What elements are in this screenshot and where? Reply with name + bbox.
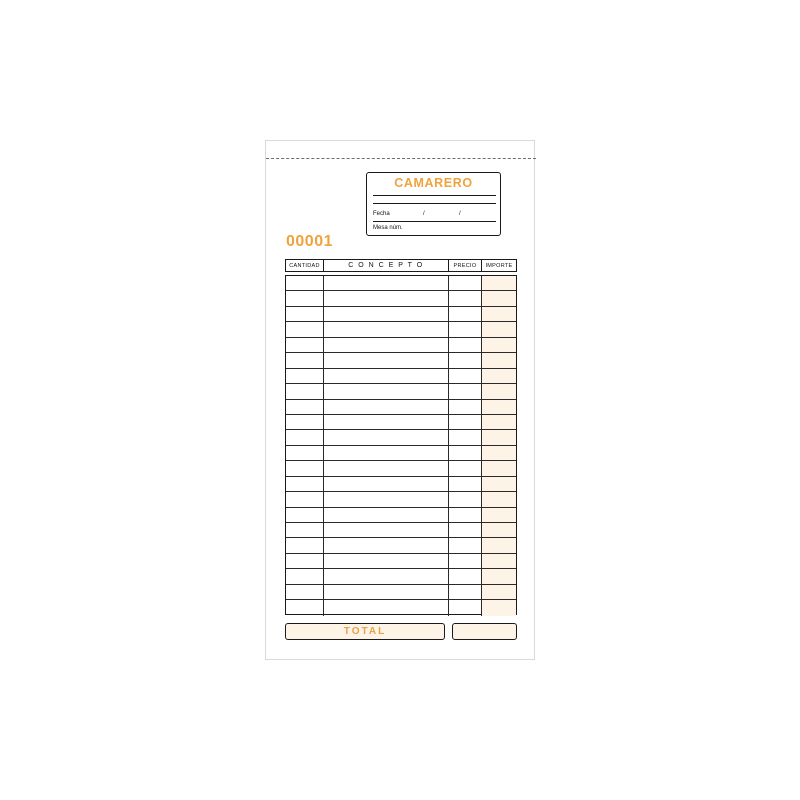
table-cell-precio bbox=[449, 338, 482, 352]
table-cell-cantidad bbox=[286, 554, 324, 568]
table-cell-concepto bbox=[324, 400, 449, 414]
table-cell-importe bbox=[482, 400, 516, 414]
table-cell-concepto bbox=[324, 322, 449, 336]
table-cell-cantidad bbox=[286, 322, 324, 336]
table-cell-precio bbox=[449, 446, 482, 460]
table-row bbox=[286, 523, 516, 538]
table-cell-cantidad bbox=[286, 523, 324, 537]
table-cell-precio bbox=[449, 291, 482, 305]
table-cell-concepto bbox=[324, 369, 449, 383]
table-cell-cantidad bbox=[286, 400, 324, 414]
table-cell-precio bbox=[449, 569, 482, 583]
table-cell-concepto bbox=[324, 291, 449, 305]
perforation-line bbox=[266, 158, 536, 159]
table-cell-precio bbox=[449, 585, 482, 599]
table-cell-importe bbox=[482, 508, 516, 522]
table-row bbox=[286, 554, 516, 569]
table-cell-cantidad bbox=[286, 477, 324, 491]
table-cell-importe bbox=[482, 477, 516, 491]
order-pad-sheet bbox=[265, 140, 535, 660]
table-cell-concepto bbox=[324, 446, 449, 460]
table-cell-concepto bbox=[324, 585, 449, 599]
table-cell-cantidad bbox=[286, 430, 324, 444]
date-separator-1: / bbox=[423, 211, 425, 217]
table-cell-cantidad bbox=[286, 291, 324, 305]
table-row bbox=[286, 307, 516, 322]
table-cell-importe bbox=[482, 554, 516, 568]
table-cell-cantidad bbox=[286, 585, 324, 599]
table-cell-cantidad bbox=[286, 384, 324, 398]
table-cell-cantidad bbox=[286, 492, 324, 506]
items-table-body bbox=[285, 275, 517, 615]
table-cell-concepto bbox=[324, 276, 449, 290]
table-cell-cantidad bbox=[286, 600, 324, 615]
table-cell-importe bbox=[482, 322, 516, 336]
table-cell-precio bbox=[449, 492, 482, 506]
table-cell-concepto bbox=[324, 338, 449, 352]
table-cell-cantidad bbox=[286, 353, 324, 367]
table-cell-importe bbox=[482, 384, 516, 398]
table-cell-precio bbox=[449, 307, 482, 321]
column-header-precio: PRECIO bbox=[449, 260, 482, 271]
table-cell-precio bbox=[449, 461, 482, 475]
table-cell-importe bbox=[482, 353, 516, 367]
table-number-label: Mesa núm. bbox=[373, 225, 403, 231]
table-cell-importe bbox=[482, 461, 516, 475]
table-cell-precio bbox=[449, 415, 482, 429]
table-cell-cantidad bbox=[286, 415, 324, 429]
table-cell-cantidad bbox=[286, 461, 324, 475]
table-row bbox=[286, 384, 516, 399]
table-cell-importe bbox=[482, 369, 516, 383]
waiter-write-line-2 bbox=[373, 203, 496, 204]
table-cell-cantidad bbox=[286, 538, 324, 552]
table-row bbox=[286, 446, 516, 461]
table-cell-precio bbox=[449, 384, 482, 398]
total-amount-box bbox=[452, 623, 517, 640]
table-cell-importe bbox=[482, 307, 516, 321]
table-cell-importe bbox=[482, 538, 516, 552]
table-cell-importe bbox=[482, 569, 516, 583]
table-row bbox=[286, 477, 516, 492]
camarero-title: CAMARERO bbox=[394, 176, 473, 190]
table-cell-precio bbox=[449, 322, 482, 336]
table-row bbox=[286, 291, 516, 306]
table-cell-concepto bbox=[324, 508, 449, 522]
total-label: TOTAL bbox=[343, 626, 387, 637]
table-cell-importe bbox=[482, 291, 516, 305]
table-cell-cantidad bbox=[286, 307, 324, 321]
table-cell-importe bbox=[482, 338, 516, 352]
table-cell-concepto bbox=[324, 554, 449, 568]
table-cell-precio bbox=[449, 538, 482, 552]
table-cell-concepto bbox=[324, 307, 449, 321]
date-write-line bbox=[373, 221, 496, 222]
waiter-write-line-1 bbox=[373, 195, 496, 196]
table-cell-importe bbox=[482, 523, 516, 537]
table-cell-precio bbox=[449, 600, 482, 615]
table-cell-cantidad bbox=[286, 369, 324, 383]
column-header-importe: IMPORTE bbox=[485, 262, 513, 269]
table-cell-precio bbox=[449, 400, 482, 414]
table-cell-importe bbox=[482, 492, 516, 506]
table-cell-concepto bbox=[324, 384, 449, 398]
table-cell-concepto bbox=[324, 415, 449, 429]
table-row bbox=[286, 508, 516, 523]
total-label-box bbox=[285, 623, 445, 640]
table-cell-importe bbox=[482, 585, 516, 599]
table-row bbox=[286, 415, 516, 430]
table-cell-concepto bbox=[324, 569, 449, 583]
table-row bbox=[286, 276, 516, 291]
date-label: Fecha bbox=[373, 211, 390, 217]
table-cell-importe bbox=[482, 600, 516, 615]
table-cell-cantidad bbox=[286, 446, 324, 460]
table-cell-precio bbox=[449, 523, 482, 537]
table-row bbox=[286, 338, 516, 353]
date-separator-2: / bbox=[459, 211, 461, 217]
table-cell-concepto bbox=[324, 477, 449, 491]
table-cell-concepto bbox=[324, 538, 449, 552]
table-cell-precio bbox=[449, 276, 482, 290]
table-cell-precio bbox=[449, 430, 482, 444]
table-row bbox=[286, 600, 516, 615]
table-cell-concepto bbox=[324, 600, 449, 615]
waiter-header-box bbox=[366, 172, 501, 236]
table-row bbox=[286, 538, 516, 553]
table-number-row bbox=[373, 223, 496, 237]
table-cell-concepto bbox=[324, 523, 449, 537]
table-row bbox=[286, 492, 516, 507]
column-header-concepto: C O N C E P T O bbox=[324, 260, 449, 271]
table-cell-importe bbox=[482, 276, 516, 290]
items-table-header bbox=[285, 259, 517, 272]
column-header-cantidad: CANTIDAD bbox=[286, 260, 324, 271]
serial-number: 00001 bbox=[286, 233, 333, 250]
table-row bbox=[286, 369, 516, 384]
table-cell-cantidad bbox=[286, 276, 324, 290]
table-cell-cantidad bbox=[286, 338, 324, 352]
table-cell-precio bbox=[449, 477, 482, 491]
table-cell-precio bbox=[449, 353, 482, 367]
table-cell-importe bbox=[482, 430, 516, 444]
table-cell-importe bbox=[482, 446, 516, 460]
table-cell-concepto bbox=[324, 461, 449, 475]
table-row bbox=[286, 569, 516, 584]
table-row bbox=[286, 461, 516, 476]
table-cell-precio bbox=[449, 554, 482, 568]
table-number-write-line bbox=[373, 235, 496, 236]
table-row bbox=[286, 400, 516, 415]
table-cell-cantidad bbox=[286, 569, 324, 583]
table-cell-concepto bbox=[324, 353, 449, 367]
table-row bbox=[286, 430, 516, 445]
table-cell-concepto bbox=[324, 492, 449, 506]
table-cell-cantidad bbox=[286, 508, 324, 522]
table-cell-precio bbox=[449, 369, 482, 383]
date-row bbox=[373, 209, 496, 223]
table-row bbox=[286, 353, 516, 368]
table-cell-concepto bbox=[324, 430, 449, 444]
table-row bbox=[286, 585, 516, 600]
table-cell-importe bbox=[482, 415, 516, 429]
table-row bbox=[286, 322, 516, 337]
table-cell-precio bbox=[449, 508, 482, 522]
